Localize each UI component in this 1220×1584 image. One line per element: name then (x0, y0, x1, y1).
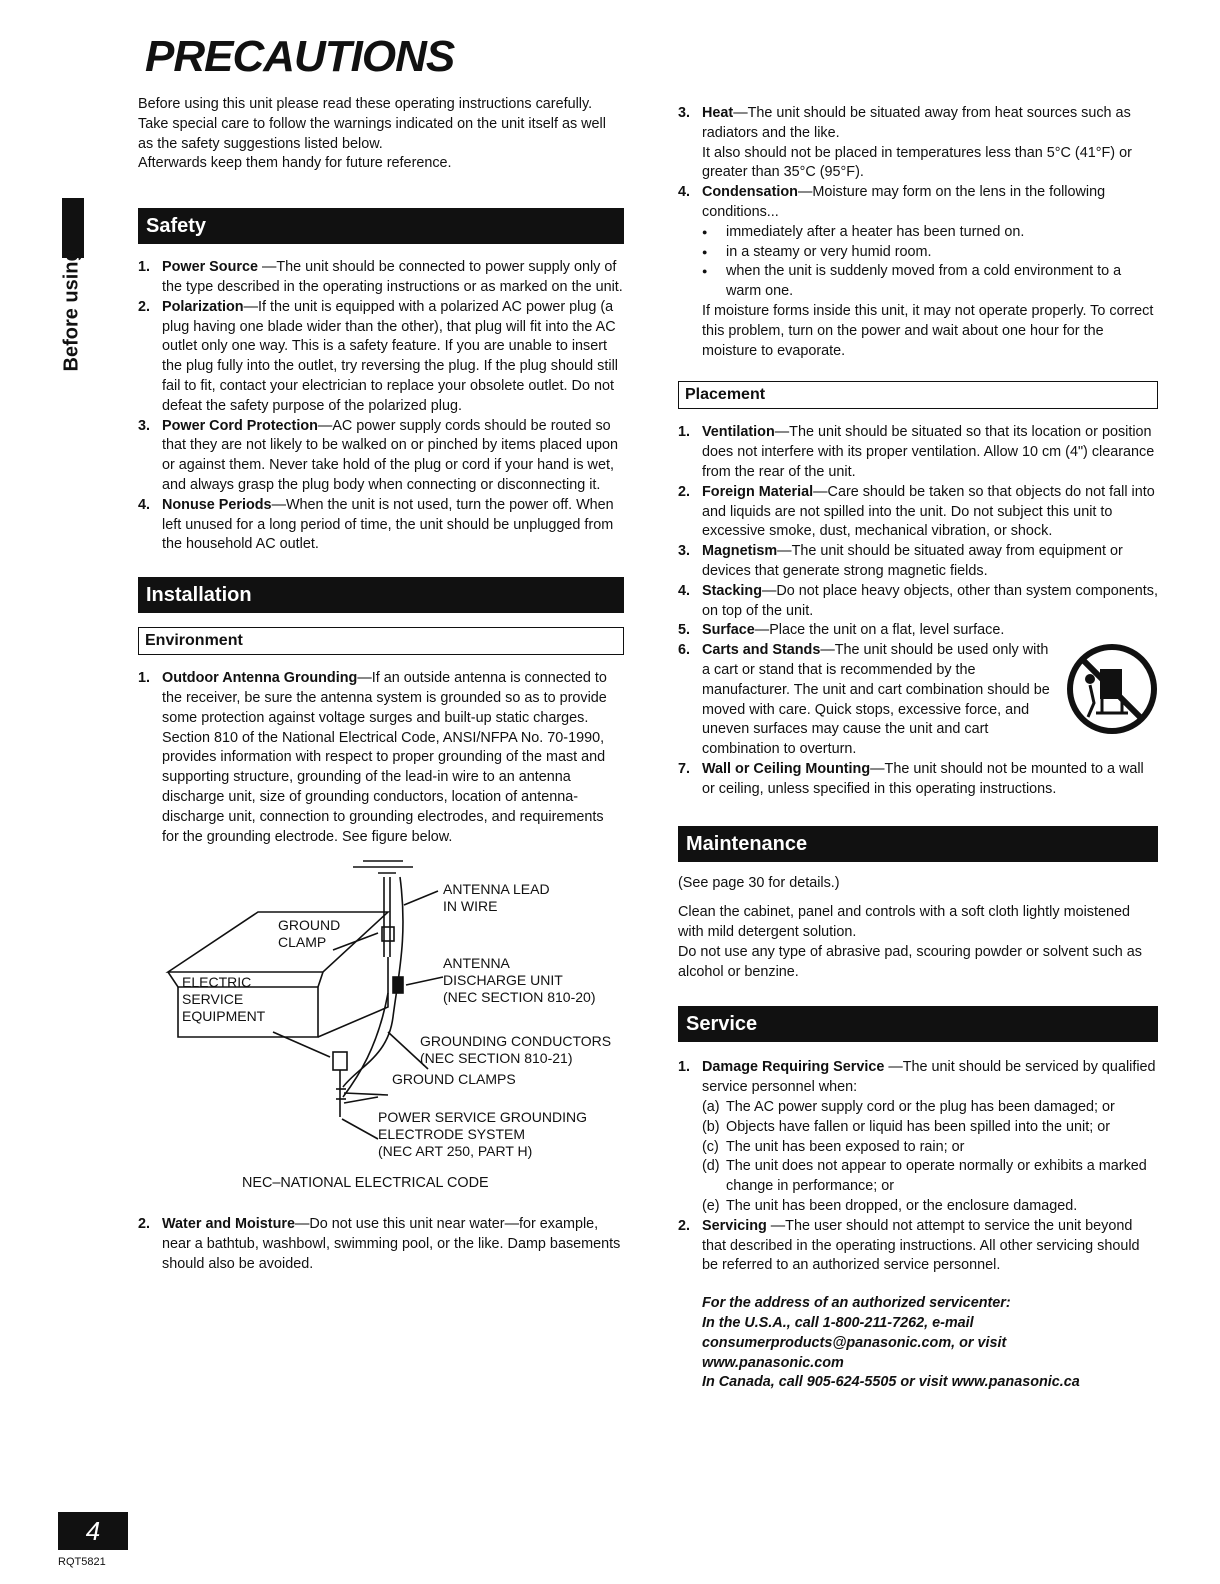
item-text: —When the unit is not used, turn the power off. When left unused for a long period of time, the unit should be unplugged from the household AC outlet. (162, 496, 614, 553)
antenna-lead-label: ANTENNA LEAD IN WIRE (443, 881, 550, 915)
sub-text: The unit has been dropped, or the enclosure damaged. (726, 1198, 1078, 1215)
list-item (678, 582, 1158, 622)
page-number: 4 (58, 1512, 128, 1550)
sub-item (702, 1098, 1158, 1118)
list-item (678, 483, 1158, 542)
item-number: 3. (138, 417, 151, 434)
list-item (678, 104, 1158, 183)
list-item (138, 417, 624, 496)
list-item (678, 542, 1158, 582)
sub-item (702, 1157, 1158, 1197)
list-item (678, 760, 1158, 800)
item-text: —The unit should be situated away from equipment or devices that generate strong magnetic fields. (702, 543, 1123, 579)
item-term: Damage Requiring Service (702, 1059, 885, 1076)
intro-paragraph (138, 95, 624, 174)
list-item (138, 669, 624, 847)
installation-heading: Installation (138, 577, 624, 613)
item-term: Condensation (702, 184, 798, 201)
safety-heading: Safety (138, 208, 624, 244)
electric-service-label: ELECTRIC SERVICE EQUIPMENT (182, 974, 266, 1025)
environment-heading: Environment (138, 627, 624, 655)
item-term: Wall or Ceiling Mounting (702, 760, 871, 777)
item-number: 2. (138, 298, 151, 315)
item-number: 1. (678, 424, 691, 441)
item-number: 2. (678, 1217, 691, 1234)
item-number: 3. (678, 543, 691, 560)
diagram-caption: NEC–NATIONAL ELECTRICAL CODE (242, 1175, 489, 1192)
item-number: 4. (678, 184, 691, 201)
item-number: 1. (138, 670, 151, 687)
list-item (678, 1058, 1158, 1216)
list-item (678, 641, 1158, 760)
sub-key: (b) (702, 1118, 720, 1135)
item-number: 3. (678, 105, 691, 121)
item-term: Power Source (162, 259, 258, 276)
contact-line: www.panasonic.com (702, 1354, 844, 1371)
contact-line: consumerproducts@panasonic.com, or visit (702, 1334, 1007, 1351)
sub-text: Objects have fallen or liquid has been spilled into the unit; or (726, 1118, 1110, 1135)
item-number: 2. (678, 483, 691, 500)
ground-clamps-label: GROUND CLAMPS (392, 1071, 516, 1088)
contact-line: In the U.S.A., call 1-800-211-7262, e-mail (702, 1315, 974, 1332)
intro-line: Before using this unit please read these operating instructions carefully. (138, 96, 593, 112)
sub-item (702, 1138, 1158, 1158)
item-term: Surface (702, 622, 755, 639)
bullet-item: ● in a steamy or very humid room. (702, 243, 1158, 263)
item-extra-text: If moisture forms inside this unit, it may not operate properly. To correct this problem, turn on the power and wait about one hour for the moisture to evaporate. (702, 302, 1154, 359)
side-section-label: Before using (60, 249, 83, 372)
item-term: Heat (702, 105, 734, 121)
item-text: —Do not use this unit near water—for example, near a bathtub, washbowl, swimming pool, or the like. Damp basements should also be avoided. (162, 1216, 621, 1272)
item-term: Power Cord Protection (162, 417, 318, 434)
contact-line: For the address of an authorized servicenter: (702, 1295, 1011, 1312)
maintenance-see: (See page 30 for details.) (678, 874, 840, 891)
item-text: —The unit should not be mounted to a wall or ceiling, unless specified in this operating instructions. (702, 760, 1144, 797)
grounding-conductors-label: GROUNDING CONDUCTORS (NEC SECTION 810-21) (420, 1033, 612, 1067)
item-term: Polarization (162, 298, 244, 315)
item-term: Servicing (702, 1217, 767, 1234)
item-term: Nonuse Periods (162, 496, 272, 513)
item-term: Carts and Stands (702, 642, 821, 659)
item-text: —The unit should be serviced by qualified service personnel when: (702, 1059, 1156, 1096)
list-item (138, 1215, 624, 1274)
page-title: PRECAUTIONS (145, 32, 455, 81)
environment-list (138, 669, 624, 847)
item-text: —The unit should be situated away from heat sources such as radiators and the like. (702, 105, 1131, 141)
bullet-item: ● immediately after a heater has been turned on. (702, 223, 1158, 243)
sub-item (702, 1197, 1158, 1217)
item-text: —Do not place heavy objects, other than system components, on top of the unit. (702, 582, 1158, 619)
item-text: —The unit should be situated so that its location or position does not interfere with its proper ventilation. Allow 10 cm (4") clearance from the rear of the unit. (702, 424, 1155, 480)
item-text: —Place the unit on a flat, level surface. (754, 622, 1005, 639)
item-text: —If an outside antenna is connected to the receiver, be sure the antenna system is grounded so as to provide some protection against voltage surges and built-up static charges. Section 810 of the National Electrical Code, ANSI/NFPA No. 70-1990, provides information with respect to proper grounding of the mast and supporting structure, grounding of the lead-in wire to an antenna discharge unit, size of grounding conductors, location of antenna-discharge unit, connection to grounding electrodes, and requirements for the grounding electrode. See figure below. (162, 670, 607, 845)
item-number: 4. (138, 496, 151, 513)
item-number: 5. (678, 622, 691, 639)
maintenance-heading: Maintenance (678, 826, 1158, 862)
sub-text: The AC power supply cord or the plug has been damaged; or (726, 1099, 1115, 1116)
item-term: Ventilation (702, 424, 775, 441)
service-contact-block (678, 1294, 1158, 1393)
item-term: Magnetism (702, 543, 778, 560)
document-code: RQT5821 (58, 1556, 106, 1568)
item-extra-text: It also should not be placed in temperatures less than 5°C (41°F) or greater than 35°C (95°F). (702, 144, 1132, 181)
list-item (678, 423, 1158, 482)
item-text: —The user should not attempt to service the unit beyond that described in the operating instructions. All other servicing should be referred to an authorized service personnel. (702, 1217, 1140, 1274)
environment-list-right (678, 104, 1158, 361)
placement-heading: Placement (678, 381, 1158, 409)
sub-text: The unit has been exposed to rain; or (726, 1138, 965, 1155)
service-list (678, 1058, 1158, 1276)
list-item (678, 621, 1158, 641)
list-item (138, 258, 624, 298)
sub-key: (d) (702, 1158, 720, 1175)
condensation-bullets (702, 223, 1158, 302)
service-conditions (702, 1098, 1158, 1217)
service-heading: Service (678, 1006, 1158, 1042)
list-item (138, 496, 624, 555)
item-number: 4. (678, 582, 691, 599)
item-number: 6. (678, 642, 691, 659)
item-number: 1. (678, 1059, 691, 1076)
item-number: 7. (678, 760, 691, 777)
right-column (678, 104, 1158, 1393)
sub-key: (a) (702, 1099, 720, 1116)
item-text: —Moisture may form on the lens in the following conditions... (702, 184, 1106, 220)
intro-line: Afterwards keep them handy for future reference. (138, 155, 452, 172)
sub-key: (e) (702, 1198, 720, 1215)
contact-line: In Canada, call 905-624-5505 or visit www.panasonic.ca (702, 1374, 1080, 1391)
bullet-item: ● when the unit is suddenly moved from a cold environment to a warm one. (702, 262, 1158, 302)
sub-text: The unit does not appear to operate normally or exhibits a marked change in performance; or (726, 1158, 1147, 1195)
intro-line: Take special care to follow the warnings indicated on the unit itself as well as the safety suggestions listed below. (138, 115, 606, 152)
maintenance-paragraph: Do not use any type of abrasive pad, scouring powder or solvent such as alcohol or benzine. (678, 943, 1142, 980)
cart-warning-icon (1066, 643, 1158, 735)
item-text: —If the unit is equipped with a polarized AC power plug (a plug having one blade wider than the other), that plug will fit into the AC outlet only one way. This is a safety feature. If you are unable to insert the plug fully into the outlet, try reversing the plug. If the plug should still fail to fit, contact your electrician to replace your obsolete outlet. Do not defeat the safety purpose of the polarized plug. (162, 298, 618, 414)
item-number: 2. (138, 1216, 151, 1233)
ground-clamp-label: GROUND CLAMP (278, 917, 341, 951)
sub-key: (c) (702, 1138, 719, 1155)
power-service-label: POWER SERVICE GROUNDING ELECTRODE SYSTEM (NEC ART 250, PART H) (378, 1109, 587, 1160)
item-term: Foreign Material (702, 483, 814, 500)
item-text: —The unit should be used only with a cart or stand that is recommended by the manufacturer. The unit and cart combination should be moved with care. Quick stops, excessive force, and uneven surfaces may cause the unit and cart combination to overturn. (702, 642, 1050, 758)
item-term: Water and Moisture (162, 1216, 295, 1233)
item-text: —AC power supply cords should be routed so that they are not likely to be walked on or pinched by items placed upon or against them. Never take hold of the plug or cord if your hand is wet, and always grasp the plug body when connecting or disconnecting it. (162, 417, 618, 493)
item-term: Outdoor Antenna Grounding (162, 670, 358, 687)
placement-list (678, 423, 1158, 799)
safety-list (138, 258, 624, 555)
item-text: —Care should be taken so that objects do not fall into and liquids are not spilled into the unit. Do not subject this unit to excessive smoke, dust, mechanical vibration, or shock. (702, 483, 1155, 540)
list-item (678, 1217, 1158, 1276)
list-item (678, 183, 1158, 361)
left-column (138, 95, 624, 1275)
sub-item (702, 1118, 1158, 1138)
antenna-grounding-diagram (138, 847, 624, 1207)
environment-list-continued (138, 1215, 624, 1274)
item-text: —The unit should be connected to power supply only of the type described in the operating instructions or as marked on the unit. (162, 259, 623, 295)
item-number: 1. (138, 259, 151, 276)
maintenance-paragraph: Clean the cabinet, panel and controls with a soft cloth lightly moistened with mild detergent solution. (678, 904, 1130, 941)
list-item (138, 298, 624, 417)
antenna-discharge-label: ANTENNA DISCHARGE UNIT (NEC SECTION 810-20) (443, 955, 596, 1006)
item-term: Stacking (702, 582, 762, 599)
